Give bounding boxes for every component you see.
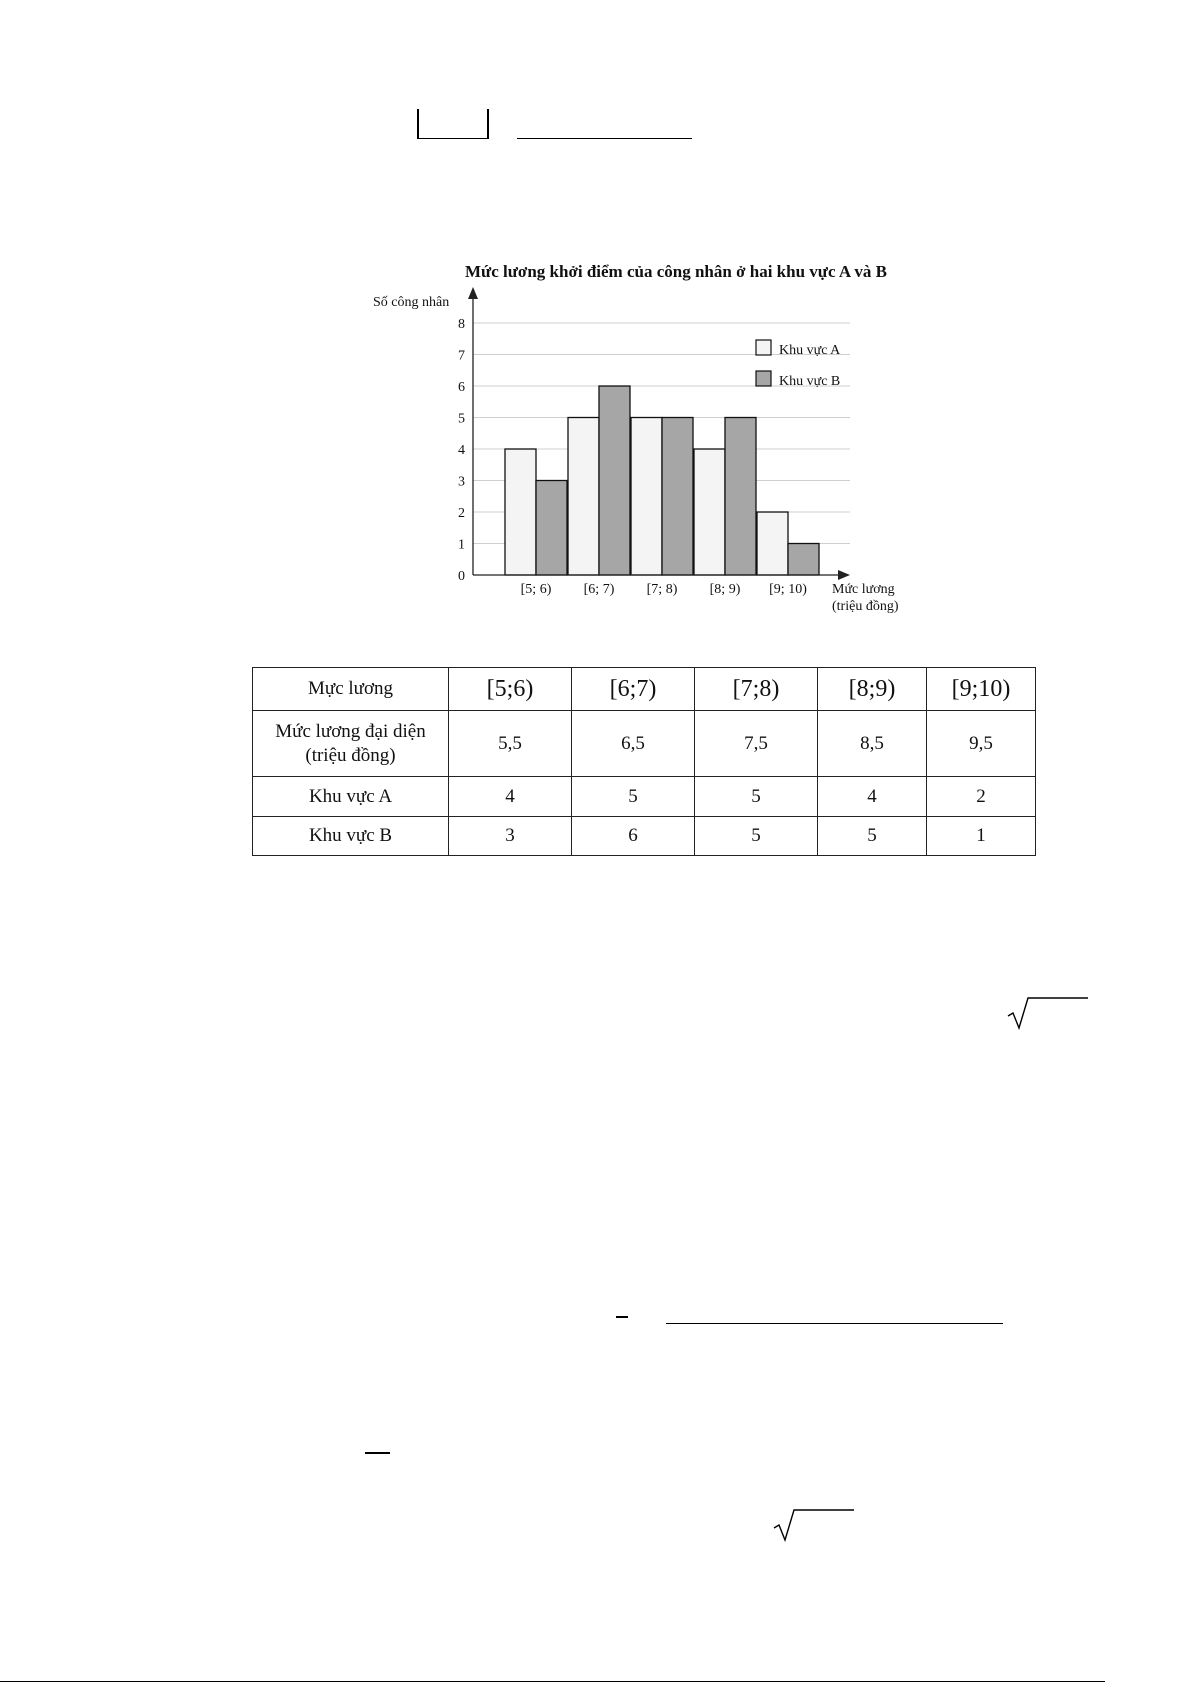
bar-area-a: [505, 449, 536, 575]
table-row-representative: [253, 711, 1036, 777]
y-tick-label: 8: [458, 317, 465, 332]
area-a-cell: 4: [818, 777, 927, 817]
interval-cell: [7;8): [695, 668, 818, 711]
area-a-cell: 5: [572, 777, 695, 817]
sqrt-symbol-1: [1006, 996, 1090, 1030]
bar-area-b: [725, 418, 756, 576]
row-label-rep-line2: (triệu đồng): [305, 744, 396, 766]
interval-cell: [6;7): [572, 668, 695, 711]
formula-underline-1: [417, 138, 489, 139]
bar-area-a: [631, 418, 662, 576]
x-tick-labels: [521, 582, 808, 597]
interval-cell: [5;6): [449, 668, 572, 711]
bar-area-b: [662, 418, 693, 576]
area-a-cell: 2: [927, 777, 1036, 817]
area-b-cell: 5: [818, 817, 927, 856]
area-b-cell: 5: [695, 817, 818, 856]
chart-title: Mức lương khởi điểm của công nhân ở hai khu vực A và B: [464, 262, 888, 281]
row-label-area-b: Khu vực B: [253, 817, 449, 856]
interval-cell: [8;9): [818, 668, 927, 711]
x-tick-label: [9; 10): [769, 582, 807, 597]
formula-underline-4: [365, 1452, 390, 1454]
y-tick-label: 7: [458, 348, 465, 364]
formula-dash: [616, 1316, 628, 1318]
salary-table: [252, 667, 1036, 856]
y-axis-label: Số công nhân: [373, 295, 450, 310]
area-b-cell: 6: [572, 817, 695, 856]
table-row-area-b: [253, 817, 1036, 856]
formula-underline-2: [517, 138, 692, 139]
x-axis-label-line1: Mức lương: [832, 582, 895, 597]
table-row-area-a: [253, 777, 1036, 817]
area-a-cell: 4: [449, 777, 572, 817]
x-tick-label: [8; 9): [709, 582, 741, 597]
y-tick-label: 2: [458, 506, 465, 521]
sqrt-symbol-2: [772, 1508, 856, 1542]
y-tick-label: 3: [458, 474, 465, 490]
legend-label: Khu vực A: [779, 343, 841, 358]
area-b-cell: 1: [927, 817, 1036, 856]
x-axis-label-line2: (triệu đồng): [832, 599, 899, 614]
y-tick-label: 4: [458, 443, 465, 458]
interval-cell: [9;10): [927, 668, 1036, 711]
page-bottom-rule: [0, 1681, 1105, 1682]
bar-area-b: [788, 544, 819, 576]
x-axis-arrow: [838, 570, 850, 580]
representative-cell: 8,5: [818, 711, 927, 777]
salary-bar-chart: [360, 255, 920, 625]
representative-cell: 6,5: [572, 711, 695, 777]
area-b-cell: 3: [449, 817, 572, 856]
formula-bar-right: [487, 109, 489, 139]
representative-cell: 7,5: [695, 711, 818, 777]
y-tick-label: 5: [458, 411, 465, 427]
y-tick-labels: [458, 317, 465, 584]
row-label-representative: [253, 711, 449, 777]
representative-cell: 9,5: [927, 711, 1036, 777]
legend: [756, 340, 841, 389]
row-label-rep-line1: Mức lương đại diện: [275, 720, 426, 742]
row-label-salary: Mực lương: [253, 668, 449, 711]
bar-area-a: [694, 449, 725, 575]
x-tick-label: [7; 8): [646, 582, 678, 597]
table-row-salary: [253, 668, 1036, 711]
bar-area-b: [536, 481, 567, 576]
bar-area-a: [757, 512, 788, 575]
legend-swatch: [756, 371, 771, 386]
x-tick-label: [6; 7): [583, 582, 615, 597]
bar-area-a: [568, 418, 599, 576]
legend-swatch: [756, 340, 771, 355]
formula-underline-3: [666, 1323, 1003, 1324]
area-a-cell: 5: [695, 777, 818, 817]
bar-area-b: [599, 386, 630, 575]
y-tick-label: 0: [458, 569, 465, 584]
y-tick-label: 1: [458, 537, 465, 553]
representative-cell: 5,5: [449, 711, 572, 777]
formula-bar-left: [417, 109, 419, 139]
y-axis-arrow: [468, 287, 478, 299]
row-label-area-a: Khu vực A: [253, 777, 449, 817]
x-tick-label: [5; 6): [520, 582, 552, 597]
y-tick-label: 6: [458, 380, 465, 395]
legend-label: Khu vực B: [779, 374, 841, 389]
